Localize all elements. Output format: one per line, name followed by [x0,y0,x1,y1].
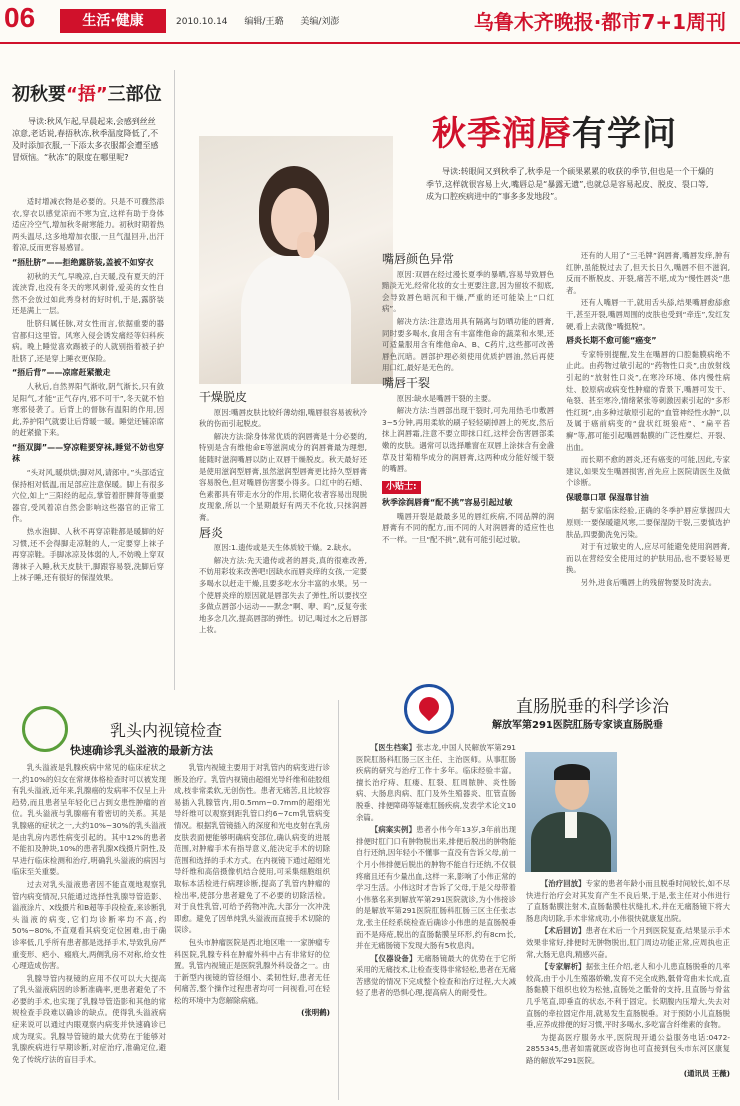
article3-title: 乳头内视镜检查 [110,721,223,740]
article2-col3: 还有的人用了“三毛牌”润唇膏,嘴唇发痒,肿有红肿,虽能脱过去了,但天长日久,嘴唇不但不滋润,反而不断脱皮、开裂,痛苦不堪,成为“慢性唇炎”患者。 还有人嘴唇一干,就用舌头舔,结果嘴唇愈舔愈干,甚至开裂,嘴唇周围的皮肤也受到“牵连”,发红发硬,看上去就像“嘴挺脱”。 唇炎长期不愈可能“癌变” 专家特别提醒,发生在嘴唇的口腔黏膜病绝不止此。由药物过敏引起的“药物性口炎”,由放射线引起的“放射性口炎”,在寒冷环境、体内慢性病灶、胶原病或病变性肿瘤的背景下,嘴唇可发干、龟裂、甚至寒冷,情绪紧张等刺激因素引起的“多形性红斑”,由多种过敏原引起的“血管神经性水肿”,以及属于癌前病变的“盘状红斑狼疮”、“扁平苔癣”等,都可能引起嘴唇黏膜的广泛性糜烂、开裂、出血。 而长期不愈的唇炎,还有癌变的可能,因此,专家建议,如果发生嘴唇损害,首先应上医院请医生及做个诊断。 保暖靠口罩 保湿靠甘油 据专家临床经验,正确的冬季护唇应掌握四大原则:一要保暖避风寒,二要保湿防干裂,三要慎选护肤品,四要勤洗免污染。 对于有过敏史的人,应尽可能避免使用润唇膏,而以在营经安全使用过的护肤用品,也不要轻易更换。 另外,进食后嘴唇上的残留物要及时洗去。 [566,251,730,588]
subhead-dry: 干燥脱皮 [199,390,248,404]
column-divider [338,700,339,1100]
column-divider [174,70,175,690]
article3-subtitle: 快速确诊乳头溢液的最新方法 [70,744,213,757]
header-rule [0,42,740,44]
page-number: 06 [4,2,36,33]
article1-lead: 导读:秋风乍起,早晨起来,会感到丝丝凉意,老话说,春捂秋冻,秋季温度降低了,不及时添加衣服,一下添太多衣服都会遭至感冒烦恼。“秋冻”的限度在哪里呢? [12,117,159,162]
article4-col2: 【治疗回放】专家的患者年龄小而且脱垂时间较长,如不尽快进行治疗会对其发育产生不良后果,于是,张主任对小伟进行了直肠黏膜注射术,直肠黏膜柱状缝扎术,并在无痛肠镜下将大肠息肉切除,手术非常成功,小伟很快就康复出院。 【术后回访】患者在术后一个月到医院复查,结果显示手术效果非常好,排便时无肿物脱出,肛门周边功能正常,应周执也正常,大肠无息肉,精感兴奋。 【专家解析】据张主任介绍,老人和小儿患直肠脱垂的几率较高,由于小儿生殖器娇嫩,发育不完全成熟,骶骨弯曲未长成,直肠黏膜下组织也较为松弛,直肠处之骶骨的支持,且直肠与骨盆几乎笔直,即垂直的状态,不利于固定。长期腹内压增大,失去对直肠的牵拉固定作用,就易发生直肠脱垂。对于预防小儿直肠脱垂,应养成排便的好习惯,平时多喝水,多吃富含纤维素的食物。 为提高医疗服务水平,医院现开通公益服务电话:0472-2855345,患者如需就医或咨询也可直接到包头市东河区康复路的解放军291医院。 (通讯员 王薇) [526,879,730,1078]
article3-col1: 乳头溢液是乳腺疾病中常见的临床症状之一,约10%的妇女在常规体格检查时可以被发现有乳头溢液,近年来,乳腺癌的发病率不仅呈上升趋势,而且患者呈年轻化已占到女患性肿瘤的首位。乳头溢液与乳腺癌有着密切的关系。其是乳腺癌的症状之一,大约10%~30%的乳头溢液是由乳房内恶性病变引起的。其中12%的患者不能扣及肿块,10%的患者乳腺X线摄片阴性,及早进行临床检测和治疗,明确乳头溢液的病因与临床至关重要。 过去对乳头溢液患者因不能直观地观察乳管内病变情况,只能通过选择性乳腺导管造影、溢液涂片、X线摄片和B超等手段检查,来诊断乳头溢液的病变,它们均诊断率均不高,约50%~80%,不直观看其病变定位困难,由于确诊率低,几乎所有患者都是选择手术,导致乳房严重变形、疤小、瘢痕大,两侧乳房不对称,给女性心理造成伤害。 乳腺导管内视镜的应用不仅可以大大提高了乳头溢液病因的诊断准确率,更患者避免了不必要的手术,也实现了乳腺导管造影和其他的常规检查手段难以确诊的缺点。使得乳头溢液病症来说可以通过内眼观察内病变并快速确诊已成为现实。乳腺导管镜的最大优势在于能够对乳腺疾病进行早期诊断,对症治疗,准确定位,避免了传统疗法的盲目手术。 [12,763,166,1064]
designer-credit: 美编/刘澎 [300,17,340,27]
newspaper-brand: 乌鲁木齐晚报·都市7+1周刊 [473,10,726,34]
editor-credit: 编辑/王璐 [244,17,284,27]
subhead: 唇炎长期不愈可能“癌变” [566,336,657,346]
lip-care-photo [199,136,393,384]
section-label: 生活·健康 [60,9,166,33]
article3-col2: 乳管内视镜主要用于对乳管内的病变进行诊断及治疗。乳管内视镜由超细光导纤维和硅胶组成,枝非常柔软,无创伤性。患者无痛苦,且比较容易插入乳腺管内,用0.5mm~0.7mm的超细光导纤维可以观察到距乳管口约6~7cm乳管病变情况。根据乳管镜插入的深度和光电皮射在乳房皮肤表面便能够明确病变部位,确认病变的进展范围,对肿瘤手术有指导意义,能决定手术的切除范围和选择的手术方式。在内视镜下通过超细光导纤维和高倍摄像机结合使用,可采集细胞组织取标本活检进行病理诊断,提高了乳管内肿瘤的检出率,使部分患者避免了不必要的切除活检。对于良性乳管,可给予药物冲洗,大部分一次冲洗即愈。避免了因单纯乳头溢液而直接手术切除的误诊。 包头市肿瘤医院是西北地区唯一一家肿瘤专科医院,乳腺专科在肿瘤外科中占有非常好的位置。乳管内视镜正是医院乳腺外科设备之一。由于新型内视镜的管径细小、柔韧性好,患者无任何痛苦,整个操作过程患者均可一问视看,可在轻松的环境中为您解除病痛。 (张明鹤) [174,763,330,1018]
subhead: “捂肚脐”——拒绝露脐装,盖被不如穿衣 [12,257,154,267]
subhead: 保暖靠口罩 保湿靠甘油 [566,492,649,502]
article4-subtitle: 解放军第291医院肛肠专家谈直肠脱垂 [492,720,663,731]
article2-title: 秋季润唇有学问 [432,114,677,154]
subhead-color: 嘴唇颜色异常 [382,252,455,266]
article4-title: 直肠脱垂的科学诊治 [516,697,669,717]
army-hospital-logo-icon [404,684,454,734]
issue-date: 2010.10.14 [176,17,228,27]
article3-credit: (张明鹤) [301,1008,330,1018]
hospital-logo-icon [22,706,68,752]
article2-col1: 干燥脱皮 原因:嘴唇皮肤比较纤薄幼细,嘴唇很容易被秋冷秋的伤而引起脱皮。 解决方法:除身体常优质的润唇膏是十分必要的,特别是含有维他命E等滋润成分的润唇膏最为理想,能随时滋润嘴唇以防止双唇干燥脱皮。秋天最好还是使用滋润型唇膏,虽然滋润型唇膏更比持久型唇膏容易脱色,但对嘴唇伤害要小得多。口红中的石蜡、色素都具有带走水分的作用,长期化妆者容易出现脱皮现象,所以一个星期最好有两天不化妆,只抹润唇膏。 唇炎 原因:1.遗传或是天生体质较干燥。2.缺水。 解决方法:先天遗传或者的唇炎,真的很难改善,不妨用彩妆来改善吧!因缺水而唇炎痒的女孩,一定要多喝水以赶走干燥,且要多吃水分丰富的水果。另一个使唇炎痒的原因就是唇部失去了弹性,所以要找空多做点唇部小运动——默念“啊、咿、呜”,反复夸张地多念几次,提高唇部的弹性。切记,喝过水之后唇部上妆。 [199,390,367,635]
article1-body: 适时增减衣物是必要的。只是不可骤然添衣,穿衣以感觉凉而不寒为宜,这样有助于身体适应冷空气,增加秋冬耐寒能力。初秋时期着热两头温尽,这多地增加衣服,一旦气温回升,出汗着凉,反而更容易感冒。 “捂肚脐”——拒绝露脐装,盖被不如穿衣 初秋的天气,早晚凉,白天暖,没有夏天的汗流浃背,也没有冬天的寒风刺骨,爱美的女性自然不会放过如此秀身材的好时机,于是,露脐装还是满上一层。 肚脐归属任脉,对女性而言,依据重要的器官都归这里管。风寒入侵会诱发痛经等妇科疾病。晚上睡觉喜欢踢被子的人就别指着被子护肚脐了,还是穿上睡衣更保险。 “捂后背”——凉席赶紧撤走 人秋后,自然界阳气渐收,阴气渐长,只有敛足阳气,才能“正气存内,邪不可干”,冬天就不怕寒邪侵袭了。后背上的督脉有温阳的作用,因此,养护阳气就要让后背暖一暖。睡觉还铺凉席的赶紧撤下来。 “捂双脚”——穿凉鞋要穿袜,睡觉不妨也穿袜 “头对风,暖烘烘;脚对风,请郎中。”头部适宜保持相对低温,而足部应注意保暖。脚上有很多穴位,如上“三阳经的起点,掌管着肝脾肾等重要器官,受风着凉自然会影响这些器官的正常工作。 热水泡脚、人秋不再穿凉鞋都是暖脚的好习惯,还不会得脚走凉鞋的人,一定要穿上袜子再穿凉鞋。手脚冰凉及体弱的人,不妨晚上穿双薄袜子入睡,秋天皮肤干,脚跟容易裂,洗脚后穿上袜子睡,还有很好的保湿效果。 [12,197,164,583]
article1-title: 初秋要“捂”三部位 [12,84,162,105]
article2-col2: 嘴唇颜色异常 原因:双唇在经过漫长夏季的暴晒,容易导致唇色黯淡无光,经常化妆的女士更要注意,因为留妆不彻底,会导致唇色暗沉和干燥,严重的还可能染上“口红病”。 解决方法:注意选用具有隔离与防晒功能的唇膏,同时要多喝水,食用含有丰富维他命的蔬菜和水果,还可适量服用含有维他命A、B、C药片,这些都可改善唇色沉暗。唇部护理必须使用优质护唇油,然后再使用口红,最好是无色的。 嘴唇干裂 原因:缺水是嘴唇干裂的主要。 解决方法:当唇部出现干裂时,可先用热毛巾敷唇3~5分钟,再用柔软的刷子轻轻刷掉唇上的死皮,然后抹上润唇霜,注意不要立即抹口红,这样会伤害唇部柔嫩的皮肤。遇常可以选择雕窗在双唇上涂抹含有金盏草及甘菊精华成分的润唇膏,这两种成分能好缓干裂的嘴唇。 小贴士: 秋季涂润唇膏“配不挑”容易引起过敏 嘴唇开裂是最最多见的唇红疾病,不同品牌的润唇膏有不同的配方,而不同的人对润唇膏的适应性也不一样。一旦“配不挑”,就有可能引起过敏。 [382,252,554,545]
subhead: “捂后背”——凉席赶紧撤走 [12,368,111,378]
doctor-portrait-photo [525,752,617,872]
tip-tag: 小贴士: [382,481,421,495]
tip-title: 秋季涂润唇膏“配不挑”容易引起过敏 [382,498,513,508]
issue-meta [176,14,353,27]
subhead-crack: 嘴唇干裂 [382,375,431,390]
subhead: “捂双脚”——穿凉鞋要穿袜,睡觉不妨也穿袜 [12,442,164,464]
article4-credit: (通讯员 王薇) [683,1068,730,1078]
article2-lead: 导读:转眼间又到秋季了,秋季是一个硕果累累的收获的季节,但也是一个干燥的季节,这样就很容易上火,嘴唇总是“暴露无遗”,也就总是容易起皮、脱皮、裂口等,成为口腔疾病进中的“事多多发地段”。 [426,167,714,201]
page-header [0,0,740,42]
article4-col1: 【医生档案】张志龙,中国人民解放军第291医院肛肠科肛肠三区主任、主治医师。从事肛肠疾病的研究与治疗工作十多年。临床经验丰富。擅长治疗痔、肛瘘、肛裂、肛周脓肿、炎性肠病、大肠息肉病、肛门及外生殖器炎、肛管直肠脱垂、排便障碍等疑难肛肠疾病,发表学术论文10余篇。 【病案实例】患者小伟今年13岁,3年前出现排便时肛门口有肿物脱出来,排便后脱出的肿物能自行还纳,因年轻小不懂事一直没有告诉父母,前一个月小伟排便后脱出的肿物不能自行还纳,不仅很疼痛且还有少量出血,这样一来,影响了小伟正常的学习生活。小伟这时才告诉了父母,于是父母带着小伟慕名来到解放军第291医院就诊,为小伟接诊的是解放军第291医院肛肠科肛肠三区主任张志龙,张主任经系统检查后确诊小伟患的是直肠脱垂而不是痔疮,脱出的直肠黏膜呈环形,约有8cm长,并在无痛肠镜下发现大肠有5枚息肉。 【仪器设备】无痛肠镜最大的优势在于它所采用的无痛技术,让检查变得非常轻松,患者在无痛苦感觉的情况下完成整个检查和治疗过程,大大减轻了患者的恐惧心理,提高病人的耐受性。 [356,743,516,998]
subhead-inflam: 唇炎 [199,525,224,540]
